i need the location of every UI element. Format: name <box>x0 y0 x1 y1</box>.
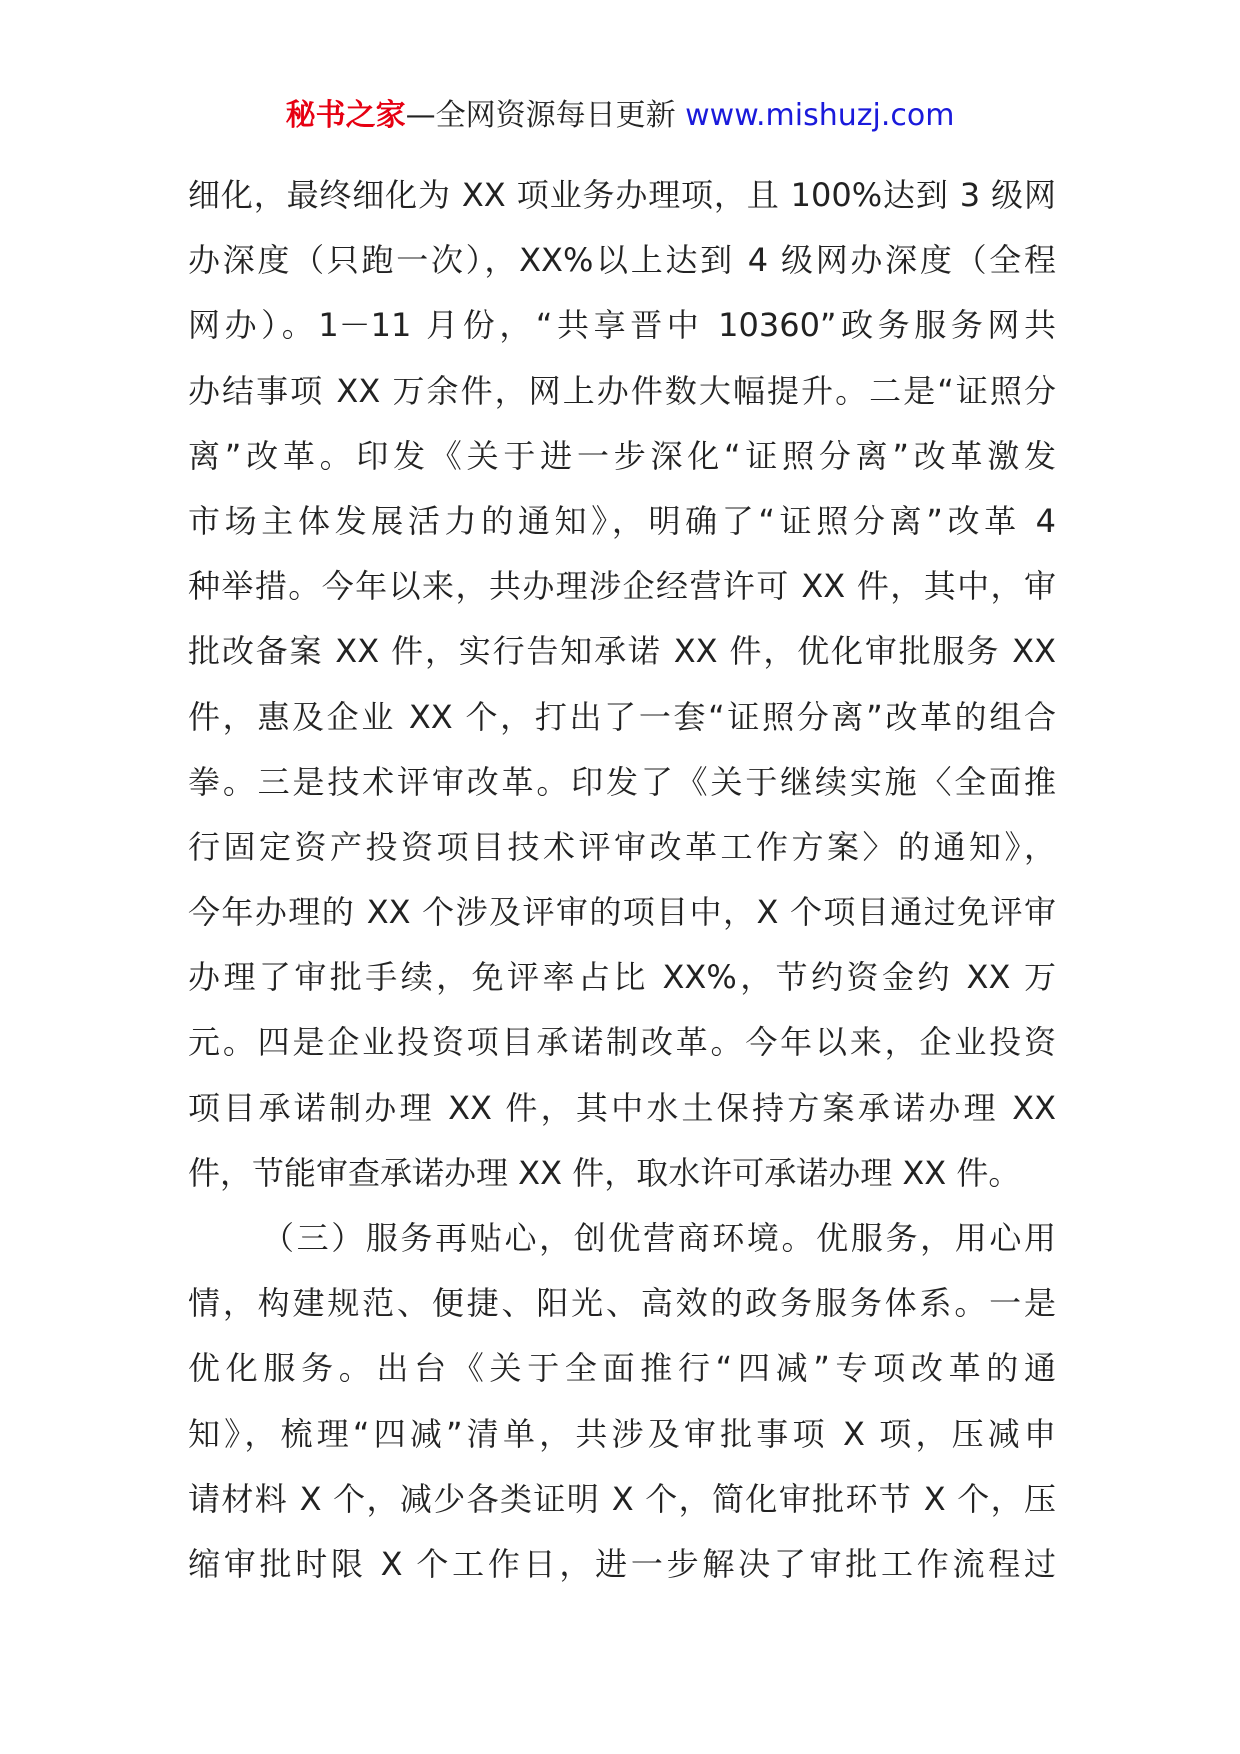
paragraph-line: 网办）。1－11 月份，“共享晋中 10360”政务服务网共 <box>188 306 1056 345</box>
paragraph-line: 件，节能审查承诺办理 XX 件，取水许可承诺办理 XX 件。 <box>188 1153 1021 1192</box>
paragraph-line: 请材料 X 个，减少各类证明 X 个，简化审批环节 X 个，压 <box>188 1479 1056 1518</box>
paragraph-line: 离”改革。印发《关于进一步深化“证照分离”改革激发 <box>188 436 1056 475</box>
paragraph-line: 缩审批时限 X 个工作日，进一步解决了审批工作流程过 <box>188 1544 1056 1583</box>
paragraph-line: 元。四是企业投资项目承诺制改革。今年以来，企业投资 <box>188 1023 1056 1062</box>
watermark-header <box>0 96 1240 136</box>
paragraph-line: 件，惠及企业 XX 个，打出了一套“证照分离”改革的组合 <box>188 697 1056 736</box>
document-body <box>188 163 1056 1597</box>
paragraph-line: 情，构建规范、便捷、阳光、高效的政务服务体系。一是 <box>188 1284 1056 1323</box>
paragraph-line: 批改备案 XX 件，实行告知承诺 XX 件，优化审批服务 XX <box>188 632 1056 671</box>
site-url-link[interactable]: www.mishuzj.com <box>685 98 955 133</box>
paragraph-line: 办结事项 XX 万余件，网上办件数大幅提升。二是“证照分 <box>188 371 1056 410</box>
header-tagline: —全网资源每日更新 <box>405 98 676 133</box>
paragraph-line: 种举措。今年以来，共办理涉企经营许可 XX 件，其中，审 <box>188 567 1056 606</box>
paragraph-line: 优化服务。出台《关于全面推行“四减”专项改革的通 <box>188 1349 1056 1388</box>
brand-name: 秘书之家 <box>285 98 406 133</box>
paragraph-line: 办深度（只跑一次），XX%以上达到 4 级网办深度（全程 <box>188 241 1056 280</box>
paragraph-line: 拳。三是技术评审改革。印发了《关于继续实施〈全面推 <box>188 762 1056 801</box>
paragraph-line: 市场主体发展活力的通知》，明确了“证照分离”改革 4 <box>188 501 1056 540</box>
paragraph-line: 行固定资产投资项目技术评审改革工作方案〉的通知》， <box>188 827 1056 866</box>
paragraph-line: 项目承诺制办理 XX 件，其中水土保持方案承诺办理 XX <box>188 1088 1056 1127</box>
paragraph-line: 细化，最终细化为 XX 项业务办理项，且 100%达到 3 级网 <box>188 176 1056 214</box>
paragraph-line: 今年办理的 XX 个涉及评审的项目中，X 个项目通过免评审 <box>188 893 1056 932</box>
paragraph-line: 办理了审批手续，免评率占比 XX%，节约资金约 XX 万 <box>188 958 1056 997</box>
section-heading-line: （三）服务再贴心，创优营商环境。优服务，用心用 <box>262 1219 1056 1257</box>
paragraph-line: 知》，梳理“四减”清单，共涉及审批事项 X 项，压减申 <box>188 1414 1056 1453</box>
